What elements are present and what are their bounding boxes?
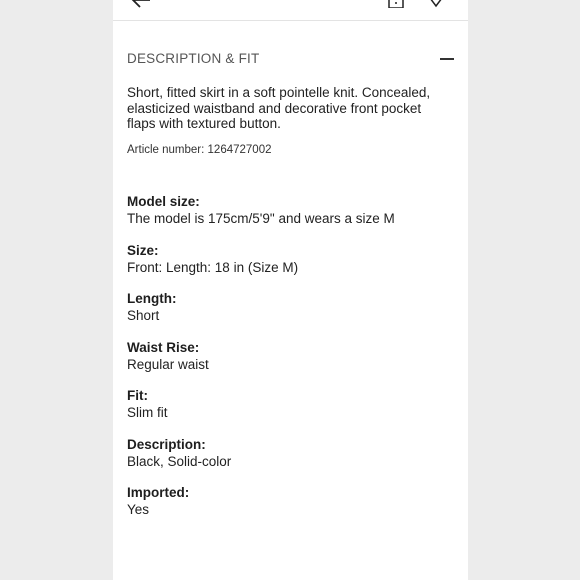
attribute-list	[127, 194, 452, 534]
attribute-value: Front: Length: 18 in (Size M)	[127, 259, 299, 275]
attribute-imported	[127, 485, 452, 534]
shopping-bag-icon[interactable]	[387, 0, 405, 8]
attribute-label: Description:	[127, 436, 206, 452]
attribute-waist-rise	[127, 340, 452, 389]
attribute-label: Model size:	[127, 194, 200, 209]
attribute-label: Waist Rise:	[127, 339, 200, 355]
attribute-size	[127, 243, 452, 292]
attribute-length	[127, 291, 452, 340]
product-details-panel	[113, 0, 468, 580]
product-description: Short, fitted skirt in a soft pointelle knit. Concealed, elasticized waistband and decorative front pocket flaps with textured button.	[127, 85, 431, 131]
attribute-value: The model is 175cm/5'9" and wears a size M	[127, 211, 395, 226]
attribute-label: Size:	[127, 242, 159, 258]
attribute-description	[127, 437, 452, 486]
attribute-value: Regular waist	[127, 356, 209, 372]
attribute-value: Yes	[127, 502, 150, 517]
attribute-label: Length:	[127, 291, 177, 306]
article-number: Article number: 1264727002	[127, 144, 272, 156]
attribute-value: Slim fit	[127, 405, 168, 420]
minus-icon[interactable]	[440, 58, 454, 60]
section-title: DESCRIPTION & FIT	[127, 51, 260, 66]
attribute-model-size	[127, 194, 452, 243]
back-arrow-icon[interactable]	[131, 0, 151, 8]
attribute-fit	[127, 388, 452, 437]
attribute-value: Short	[127, 308, 160, 323]
attribute-label: Imported:	[127, 485, 190, 500]
attribute-label: Fit:	[127, 388, 148, 403]
attribute-value: Black, Solid-color	[127, 453, 232, 469]
description-fit-header[interactable]	[127, 51, 454, 69]
heart-icon[interactable]	[426, 0, 446, 8]
top-navigation-bar	[113, 0, 468, 21]
